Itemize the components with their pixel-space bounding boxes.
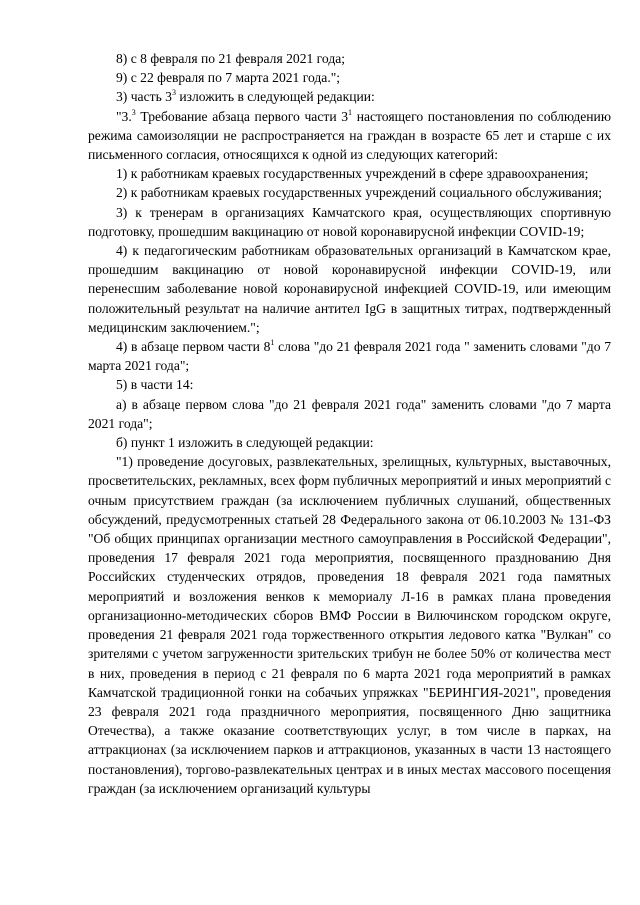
- text-run: 3) к тренерам в организациях Камчатского края, осуществляющих спортивную подготовку, прошедшим вакцинацию от новой коронавирусной инфекции COVID-19;: [88, 204, 611, 239]
- document-paragraph: [88, 375, 611, 394]
- document-paragraph: [88, 183, 611, 202]
- document-paragraph: [88, 49, 611, 68]
- text-run: 2) к работникам краевых государственных учреждений социального обслуживания;: [116, 185, 603, 201]
- text-run: 3) часть 3: [116, 89, 172, 105]
- document-paragraph: [88, 164, 611, 183]
- document-page: [88, 49, 611, 798]
- document-paragraph: [88, 107, 611, 165]
- text-run: 9) с 22 февраля по 7 марта 2021 года.";: [116, 70, 341, 86]
- text-run: "1) проведение досуговых, развлекательных, зрелищных, культурных, выставочных, просветительских, рекламных, всех форм публичных мероприятий и иных мероприятий с очным присутствием граждан (за исключением публичных слушаний, общественных обсуждений, предусмотренных статьей 28 Федерального закона от 06.10.2003 № 131-ФЗ "Об общих принципах организации местного самоуправления в Российской Федерации", проведения 17 февраля 2021 года мероприятия, посвященного празднованию Дня Российских студенческих отрядов, проведения 18 февраля 2021 года памятных мероприятий и возложения венков к мемориалу Л-16 в рамках плана проведения организационно-методических сборов ВМФ России в Вилючинском городском округе, проведения 21 февраля 2021 года торжественного открытия ледового катка "Вулкан" со зрителями с учетом загруженности зрительских трибун не более 50% от количества мест в них, проведения в период с 21 февраля по 6 марта 2021 года мероприятий в рамках Камчатской традиционной гонки на собачьих упряжках "БЕРИНГИЯ-2021", проведения 23 февраля 2021 года праздничного мероприятия, посвященного Дню защитника Отечества), а также оказание соответствующих услуг, в том числе в парках, на аттракционах (за исключением парков и аттракционов, указанных в части 13 настоящего постановления), торгово-развлекательных центрах и в иных местах массового посещения граждан (за исключением организаций культуры: [88, 454, 611, 796]
- text-run: "3.: [116, 108, 132, 124]
- text-run: а) в абзаце первом слова "до 21 февраля 2021 года" заменить словами "до 7 марта 2021 года";: [88, 396, 611, 431]
- text-run: 8) с 8 февраля по 21 февраля 2021 года;: [116, 51, 346, 66]
- text-run: Требование абзаца первого части 3: [135, 108, 349, 124]
- text-run: настоящего постановления по соблюдению режима самоизоляции не распространяется на граждан в возрасте 65 лет и старше с их письменного согласия, относящихся к одной из следующих категорий:: [88, 108, 611, 163]
- text-run: 1) к работникам краевых государственных учреждений в сфере здравоохранения;: [116, 166, 589, 182]
- document-paragraph: [88, 241, 611, 337]
- document-paragraph: [88, 203, 611, 241]
- document-paragraph: [88, 395, 611, 433]
- superscript-index: 3: [171, 88, 176, 98]
- text-run: изложить в следующей редакции:: [175, 89, 375, 105]
- document-paragraph: [88, 452, 611, 798]
- text-run: 4) к педагогическим работникам образовательных организаций в Камчатском крае, прошедшим вакцинацию от новой коронавирусной инфекции COVID-19, или перенесшим заболевание новой коронавирусной инфекцией COVID-19, или имеющим положительный результат на наличие антител IgG в защитных титрах, подтвержденный медицинским заключением.";: [88, 243, 611, 335]
- text-run: слова "до 21 февраля 2021 года " заменить словами "до 7 марта 2021 года";: [88, 339, 611, 374]
- superscript-index: 1: [270, 338, 275, 348]
- document-paragraph: [88, 68, 611, 87]
- superscript-index: 1: [348, 107, 353, 117]
- text-run: б) пункт 1 изложить в следующей редакции:: [116, 435, 374, 451]
- text-run: 4) в абзаце первом части 8: [116, 339, 271, 355]
- document-paragraph: [88, 337, 611, 375]
- text-run: 5) в части 14:: [116, 377, 194, 393]
- superscript-index: 3: [131, 107, 136, 117]
- document-paragraph: [88, 87, 611, 106]
- document-paragraph: [88, 433, 611, 452]
